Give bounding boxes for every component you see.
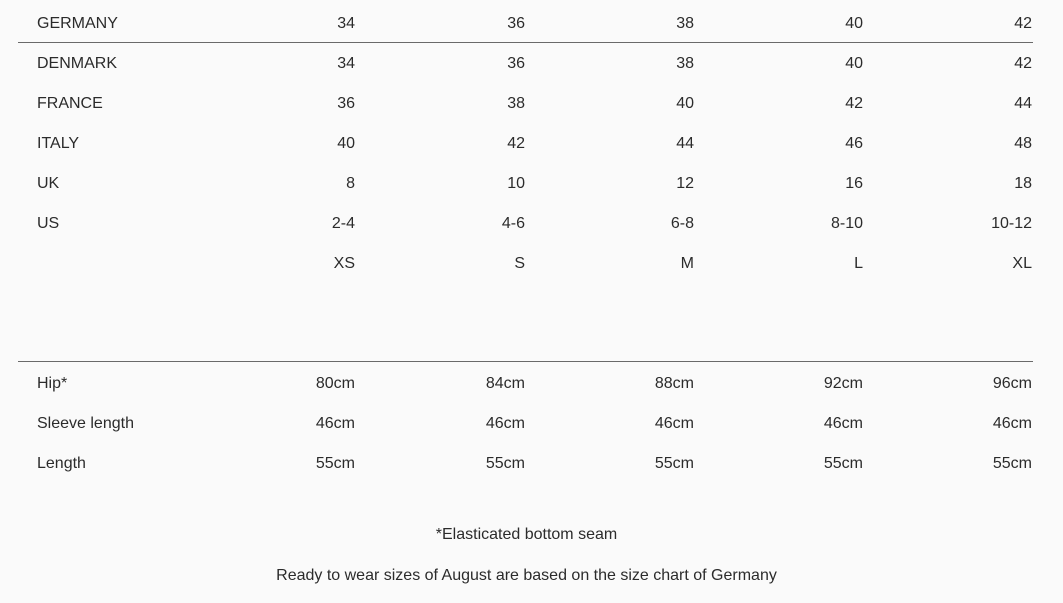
table-cell: 44 — [676, 135, 694, 152]
table-cell: 44 — [1014, 95, 1032, 112]
table-cell: 48 — [1014, 135, 1032, 152]
table-divider — [18, 361, 1033, 362]
row-label: Hip* — [37, 375, 68, 392]
row-label: GERMANY — [37, 15, 118, 32]
row-label: ITALY — [37, 135, 80, 152]
table-cell: 6-8 — [670, 215, 694, 232]
table-cell: 36 — [507, 15, 525, 32]
table-cell: 2-4 — [331, 215, 355, 232]
row-label: FRANCE — [37, 95, 103, 112]
table-cell: 42 — [507, 135, 525, 152]
table-cell: 42 — [1014, 15, 1032, 32]
table-cell: 40 — [337, 135, 355, 152]
table-cell: 40 — [676, 95, 694, 112]
table-cell: 12 — [676, 175, 694, 192]
row-label: US — [37, 215, 60, 232]
table-cell: 46cm — [654, 415, 694, 432]
size-conversion-table — [18, 4, 1033, 44]
size-l: L — [854, 255, 863, 272]
table-cell: 40 — [845, 15, 863, 32]
table-cell: 8-10 — [830, 215, 863, 232]
row-label: DENMARK — [37, 55, 118, 72]
table-cell: 55cm — [485, 455, 525, 472]
table-cell: 46cm — [823, 415, 863, 432]
table-cell: 42 — [845, 95, 863, 112]
table-cell: 55cm — [992, 455, 1032, 472]
table-cell: 38 — [507, 95, 525, 112]
table-row-denmark — [18, 44, 1033, 84]
row-label: Length — [37, 455, 86, 472]
table-cell: 36 — [507, 55, 525, 72]
table-cell: 36 — [337, 95, 355, 112]
table-cell: 46cm — [315, 415, 355, 432]
table-cell: 38 — [676, 15, 694, 32]
table-row-italy — [18, 124, 1033, 164]
table-cell: 16 — [845, 175, 863, 192]
table-cell: 10 — [507, 175, 525, 192]
size-m: M — [680, 255, 694, 272]
elastic-seam-note: *Elasticated bottom seam — [435, 526, 618, 543]
table-cell: 55cm — [823, 455, 863, 472]
table-cell: 88cm — [654, 375, 694, 392]
sizing-note: Ready to wear sizes of August are based on the size chart of Germany — [276, 567, 777, 584]
table-cell: 46cm — [992, 415, 1032, 432]
table-row-letter-sizes — [18, 244, 1033, 284]
table-row-hip — [18, 364, 1033, 404]
table-cell: 46cm — [485, 415, 525, 432]
size-conversion-rows — [18, 44, 1033, 284]
table-cell: 92cm — [823, 375, 863, 392]
table-cell: 34 — [337, 55, 355, 72]
table-row-length — [18, 444, 1033, 484]
table-cell: 80cm — [315, 375, 355, 392]
size-xl: XL — [1012, 255, 1032, 272]
table-cell: 84cm — [485, 375, 525, 392]
table-cell: 38 — [676, 55, 694, 72]
table-cell: 42 — [1014, 55, 1032, 72]
table-row-germany — [18, 4, 1033, 44]
table-cell: 18 — [1014, 175, 1032, 192]
table-divider — [18, 42, 1033, 43]
table-cell: 40 — [845, 55, 863, 72]
table-row-france — [18, 84, 1033, 124]
table-row-sleeve-length — [18, 404, 1033, 444]
row-label: Sleeve length — [37, 415, 134, 432]
table-cell: 34 — [337, 15, 355, 32]
table-cell: 8 — [346, 175, 355, 192]
table-cell: 55cm — [654, 455, 694, 472]
size-s: S — [514, 255, 525, 272]
size-xs: XS — [333, 255, 355, 272]
table-cell: 46 — [845, 135, 863, 152]
table-cell: 10-12 — [991, 215, 1032, 232]
table-row-us — [18, 204, 1033, 244]
measurements-table — [18, 364, 1033, 484]
table-cell: 4-6 — [501, 215, 525, 232]
table-cell: 96cm — [992, 375, 1032, 392]
row-label: UK — [37, 175, 60, 192]
table-row-uk — [18, 164, 1033, 204]
table-cell: 55cm — [315, 455, 355, 472]
